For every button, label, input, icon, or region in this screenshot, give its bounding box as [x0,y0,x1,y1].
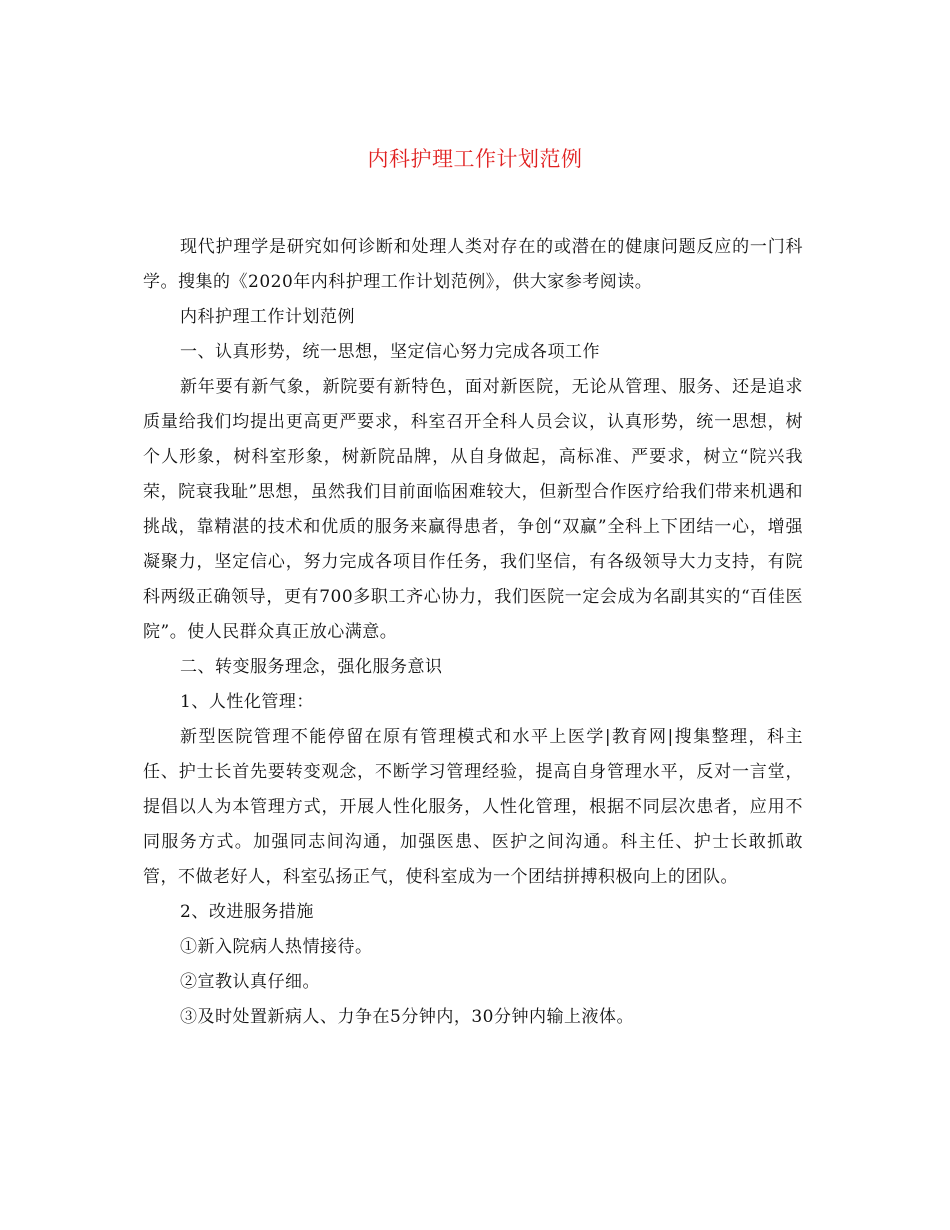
document-title: 内科护理工作计划范例 [367,147,583,171]
document-body [143,230,803,1035]
subsection-heading: 2、改进服务措施 [180,902,314,922]
paragraph: 新年要有新气象，新院要有新特色，面对新医院，无论从管理、服务、还是追求质量给我们均提出更高更严要求，科室召开全科人员会议，认真形势，统一思想，树个人形象，树科室形象，树新院品牌，从自身做起，高标准、严要求，树立“院兴我荣，院衰我耻”思想，虽然我们目前面临困难较大，但新型合作医疗给我们带来机遇和挑战，靠精湛的技术和优质的服务来赢得患者，争创“双赢”全科上下团结一心，增强凝聚力，坚定信心，努力完成各项目作任务，我们坚信，有各级领导大力支持，有院科两级正确领导，更有700多职工齐心协力，我们医院一定会成为名副其实的“百佳医院”。使人民群众真正放心满意。 [143,377,803,642]
paragraph: 现代护理学是研究如何诊断和处理人类对存在的或潜在的健康问题反应的一门科学。搜集的《2020年内科护理工作计划范例》，供大家参考阅读。 [143,237,803,292]
section-heading: 二、转变服务理念，强化服务意识 [180,657,443,677]
list-item: ①新入院病人热情接待。 [180,937,373,957]
list-item: ②宣教认真仔细。 [180,972,320,992]
list-item: ③及时处置新病人、力争在5分钟内，30分钟内输上液体。 [180,1007,634,1027]
paragraph: 新型医院管理不能停留在原有管理模式和水平上医学|教育网|搜集整理，科主任、护士长首先要转变观念，不断学习管理经验，提高自身管理水平，反对一言堂，提倡以人为本管理方式，开展人性化服务，人性化管理，根据不同层次患者，应用不同服务方式。加强同志间沟通，加强医患、医护之间沟通。科主任、护士长敢抓敢管，不做老好人，科室弘扬正气，使科室成为一个团结拼搏积极向上的团队。 [143,727,803,887]
subsection-heading: 1、人性化管理： [180,692,314,712]
paragraph: 内科护理工作计划范例 [180,307,355,327]
section-heading: 一、认真形势，统一思想，坚定信心努力完成各项工作 [180,342,600,362]
